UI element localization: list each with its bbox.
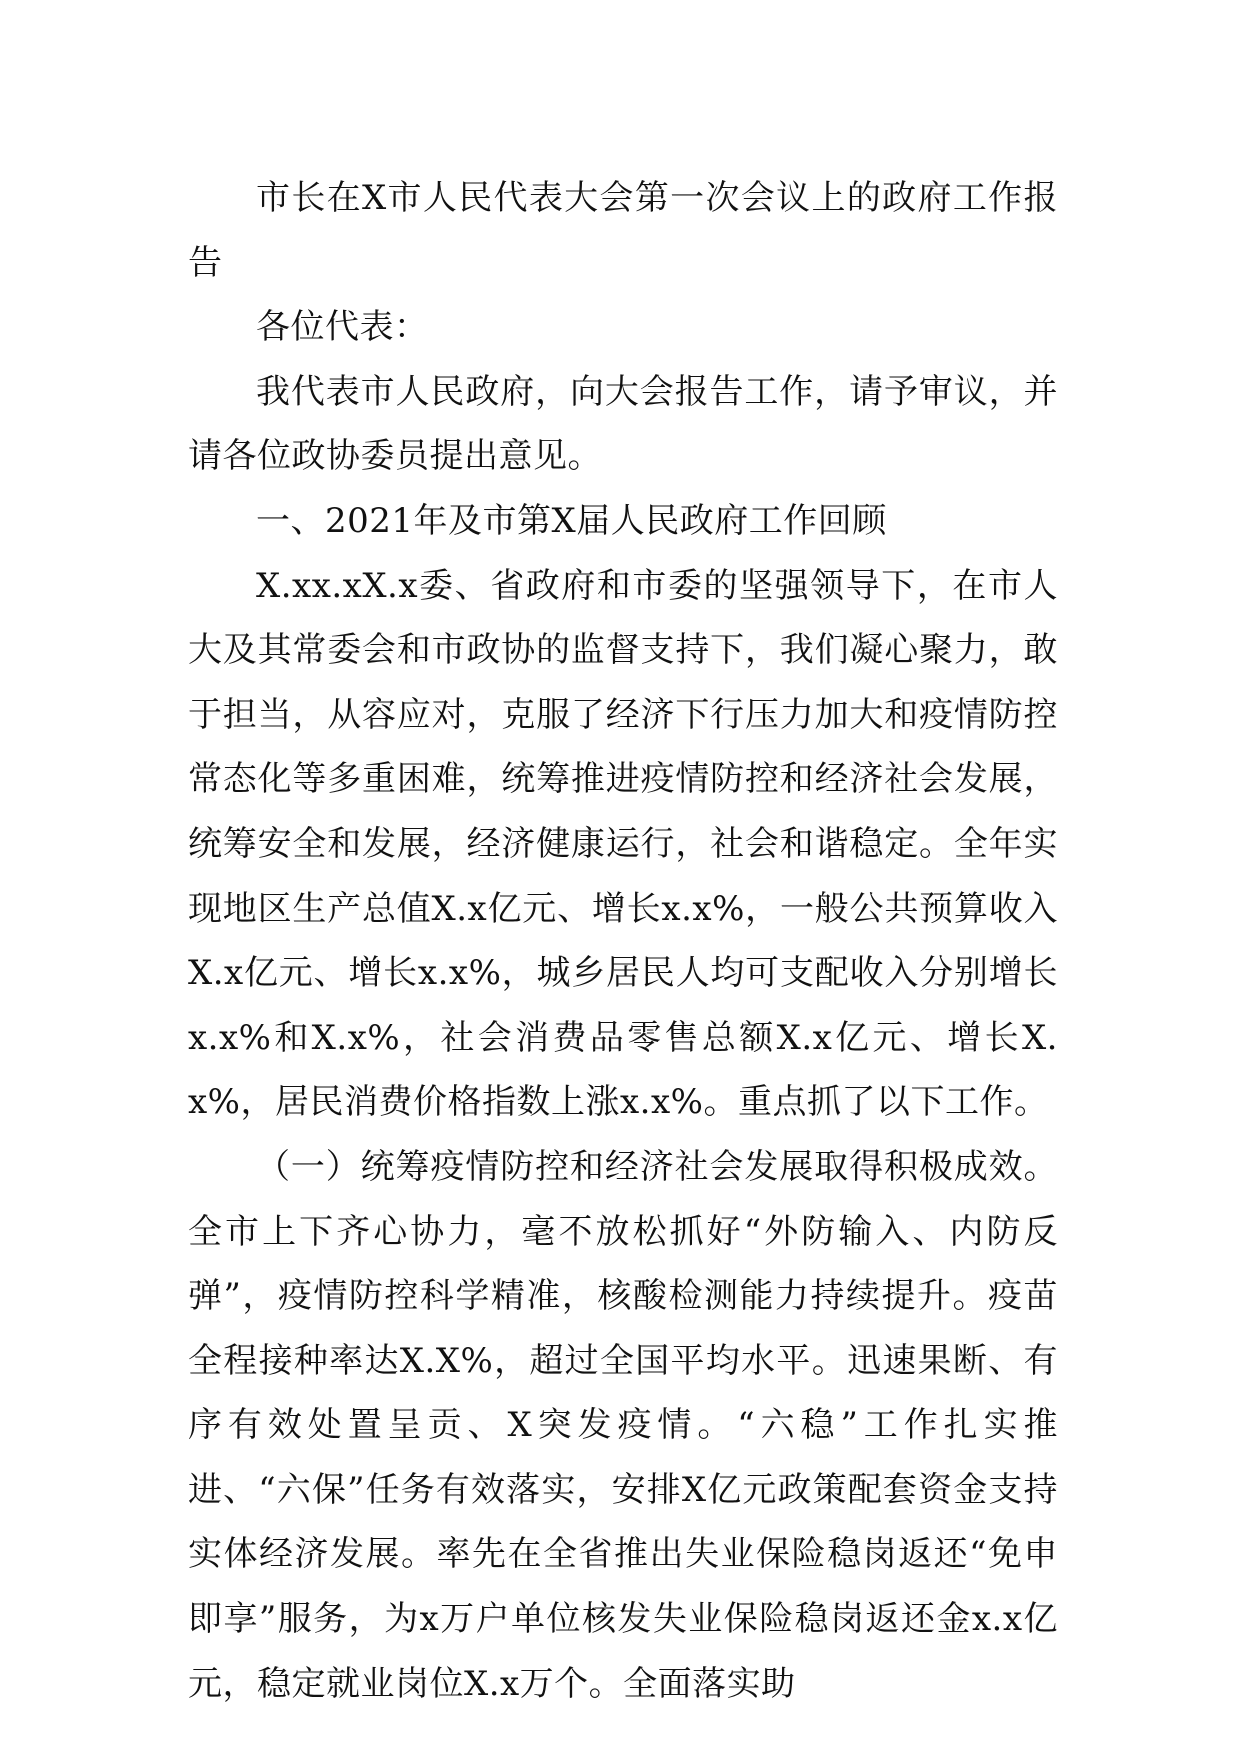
document-body	[188, 166, 1058, 1716]
paragraph-intro: 我代表市人民政府，向大会报告工作，请予审议，并请各位政协委员提出意见。	[188, 371, 1058, 477]
section-heading: 一、2021年及市第X届人民政府工作回顾	[256, 500, 887, 541]
salutation: 各位代表：	[256, 307, 429, 348]
document-title: 市长在X市人民代表大会第一次会议上的政府工作报告	[188, 178, 1058, 283]
paragraph-review: X.xx.xX.x委、省政府和市委的坚强领导下，在市人大及其常委会和市政协的监督支持下，我们凝心聚力，敢于担当，从容应对，克服了经济下行压力加大和疫情防控常态化等多重困难，统筹推进疫情防控和经济社会发展，统筹安全和发展，经济健康运行，社会和谐稳定。全年实现地区生产总值X.x亿元、增长x.x%，一般公共预算收入X.x亿元、增长x.x%，城乡居民人均可支配收入分别增长x.x%和X.x%，社会消费品零售总额X.x亿元、增长X.x%，居民消费价格指数上涨x.x%。重点抓了以下工作。	[188, 565, 1058, 1123]
paragraph-pandemic: （一）统筹疫情防控和经济社会发展取得积极成效。全市上下齐心协力，毫不放松抓好“外防输入、内防反弹”，疫情防控科学精准，核酸检测能力持续提升。疫苗全程接种率达X.X%，超过全国平均水平。迅速果断、有序有效处置呈贡、X突发疫情。“六稳”工作扎实推进、“六保”任务有效落实，安排X亿元政策配套资金支持实体经济发展。率先在全省推出失业保险稳岗返还“免申即享”服务，为x万户单位核发失业保险稳岗返还金x.x亿元，稳定就业岗位X.x万个。全面落实助	[188, 1146, 1058, 1704]
